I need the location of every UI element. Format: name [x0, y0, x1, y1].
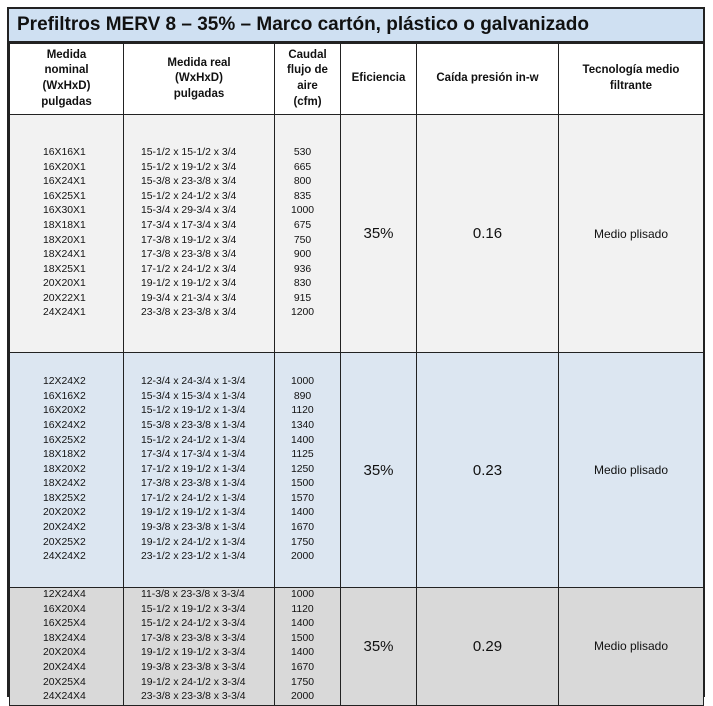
real-size-item: 17-3/8 x 19-1/2 x 3/4 [141, 234, 237, 246]
real-size-item: 23-3/8 x 23-3/8 x 3-3/4 [141, 691, 246, 703]
efficiency-cell: 35% [341, 588, 417, 706]
header-label-line: nominal [44, 64, 89, 77]
real-size-item: 15-3/4 x 15-3/4 x 1-3/4 [141, 390, 246, 402]
nominal-size-item: 12X24X2 [43, 376, 86, 388]
real-size-item: 15-3/8 x 23-3/8 x 3/4 [141, 176, 237, 188]
airflow-list [275, 588, 341, 706]
airflow-item: 1120 [291, 603, 314, 615]
nominal-size-list [10, 353, 124, 588]
header-label-line: aire [297, 80, 318, 92]
header-label-line: Tecnología medio [582, 64, 680, 77]
airflow-item: 890 [293, 390, 312, 402]
airflow-item: 1125 [291, 449, 314, 461]
header-label-line: flujo de [287, 64, 328, 77]
nominal-size-item: 20X20X1 [43, 278, 86, 290]
nominal-size-item: 20X22X1 [43, 292, 86, 304]
nominal-size-item: 18X24X4 [43, 632, 86, 644]
real-size-item: 11-3/8 x 23-3/8 x 3-3/4 [141, 589, 245, 600]
real-size-item: 17-3/4 x 17-3/4 x 3/4 [141, 219, 237, 231]
airflow-item: 750 [293, 234, 312, 246]
real-size-item: 15-1/2 x 19-1/2 x 1-3/4 [141, 405, 246, 417]
nominal-size-item: 18X18X1 [43, 219, 86, 231]
nominal-size-list [10, 115, 124, 353]
airflow-item: 665 [293, 161, 312, 173]
real-size-item: 19-1/2 x 24-1/2 x 3-3/4 [141, 676, 246, 688]
real-size-item: 15-1/2 x 24-1/2 x 1-3/4 [141, 434, 246, 446]
nominal-size-item: 20X25X4 [43, 676, 86, 688]
real-size-item: 17-1/2 x 24-1/2 x 1-3/4 [141, 492, 246, 504]
table-row-group-1 [10, 115, 704, 353]
table-row-group-2 [10, 353, 704, 588]
airflow-item: 1400 [290, 434, 315, 446]
header-label-line: (WxHxD) [175, 72, 223, 85]
nominal-size-item: 16X16X2 [43, 390, 86, 402]
real-size-item: 15-1/2 x 24-1/2 x 3-3/4 [141, 618, 246, 630]
nominal-size-item: 24X24X1 [43, 307, 86, 319]
airflow-item: 1570 [290, 492, 315, 504]
nominal-size-item: 16X25X4 [43, 618, 86, 630]
nominal-size-item: 16X20X4 [43, 603, 86, 615]
nominal-size-item: 18X18X2 [43, 449, 86, 461]
header-efficiency [341, 44, 417, 115]
real-size-list [124, 353, 275, 588]
nominal-size-item: 18X25X1 [43, 263, 86, 275]
airflow-item: 1750 [290, 536, 315, 548]
nominal-size-list [10, 588, 124, 706]
header-row [10, 44, 704, 115]
pressure-drop-cell: 0.29 [417, 588, 559, 706]
pressure-drop-cell: 0.16 [417, 115, 559, 353]
nominal-size-item: 20X20X2 [43, 507, 86, 519]
real-size-item: 19-3/8 x 23-3/8 x 1-3/4 [141, 522, 246, 534]
real-size-item: 19-3/8 x 23-3/8 x 3-3/4 [141, 661, 246, 673]
airflow-list [275, 115, 341, 353]
nominal-size-item: 18X24X2 [43, 478, 86, 490]
nominal-size-item: 20X24X2 [43, 522, 86, 534]
header-label-line: Medida [46, 48, 87, 61]
real-size-item: 15-1/2 x 19-1/2 x 3/4 [141, 161, 237, 173]
real-size-item: 15-3/8 x 23-3/8 x 1-3/4 [141, 419, 246, 431]
header-label-line: pulgadas [173, 87, 225, 100]
filter-media-cell: Medio plisado [559, 588, 704, 706]
airflow-item: 530 [293, 146, 312, 158]
real-size-item: 19-3/4 x 21-3/4 x 3/4 [141, 292, 237, 304]
real-size-item: 23-1/2 x 23-1/2 x 1-3/4 [141, 551, 246, 563]
filter-media-cell: Medio plisado [559, 115, 704, 353]
real-size-item: 17-1/2 x 19-1/2 x 1-3/4 [141, 463, 246, 475]
header-label-line: Caudal [288, 48, 327, 61]
header-pressure-drop [417, 44, 559, 115]
nominal-size-item: 16X24X1 [43, 176, 86, 188]
filter-media-cell: Medio plisado [559, 353, 704, 588]
real-size-item: 17-3/8 x 23-3/8 x 3/4 [141, 249, 237, 261]
real-size-item: 17-3/8 x 23-3/8 x 3-3/4 [141, 632, 246, 644]
nominal-size-item: 16X24X2 [43, 419, 86, 431]
header-label-line: (WxHxD) [42, 80, 91, 92]
header-nominal-size [10, 44, 124, 115]
airflow-item: 1340 [290, 419, 315, 431]
nominal-size-item: 20X24X4 [43, 661, 86, 673]
nominal-size-item: 20X20X4 [43, 647, 86, 659]
nominal-size-item: 12X24X4 [43, 589, 86, 600]
header-label-line: Medida real [167, 56, 231, 69]
airflow-item: 830 [293, 278, 312, 290]
page-title: Prefiltros MERV 8 – 35% – Marco cartón, plástico o galvanizado [9, 9, 703, 43]
airflow-item: 936 [293, 263, 312, 275]
efficiency-cell: 35% [341, 115, 417, 353]
airflow-item: 2000 [290, 691, 315, 703]
airflow-item: 1400 [290, 647, 315, 659]
filter-spec-table [9, 43, 704, 706]
nominal-size-item: 20X25X2 [43, 536, 86, 548]
real-size-item: 19-1/2 x 24-1/2 x 1-3/4 [141, 536, 246, 548]
airflow-item: 1750 [290, 676, 315, 688]
airflow-item: 1000 [290, 589, 315, 600]
header-label-line: (cfm) [293, 95, 322, 108]
airflow-item: 1250 [290, 463, 315, 475]
airflow-item: 1200 [290, 307, 315, 319]
header-airflow [275, 44, 341, 115]
airflow-item: 1400 [290, 507, 315, 519]
nominal-size-item: 24X24X2 [43, 551, 86, 563]
airflow-item: 1500 [290, 632, 315, 644]
airflow-item: 1400 [290, 618, 315, 630]
airflow-item: 1670 [290, 522, 315, 534]
real-size-item: 23-3/8 x 23-3/8 x 3/4 [141, 307, 237, 319]
header-real-size [124, 44, 275, 115]
airflow-item: 915 [293, 292, 312, 304]
nominal-size-item: 16X20X2 [43, 405, 86, 417]
airflow-item: 1000 [290, 205, 315, 217]
spec-sheet [7, 7, 705, 703]
table-row-group-3 [10, 588, 704, 706]
nominal-size-item: 16X16X1 [43, 146, 86, 158]
header-label-line: filtrante [609, 80, 653, 92]
airflow-list [275, 353, 341, 588]
efficiency-cell: 35% [341, 353, 417, 588]
nominal-size-item: 18X20X2 [43, 463, 86, 475]
real-size-item: 19-1/2 x 19-1/2 x 3/4 [141, 278, 237, 290]
airflow-item: 835 [293, 190, 312, 202]
real-size-list [124, 588, 275, 706]
pressure-drop-cell: 0.23 [417, 353, 559, 588]
real-size-item: 19-1/2 x 19-1/2 x 3-3/4 [141, 647, 246, 659]
real-size-item: 17-3/8 x 23-3/8 x 1-3/4 [141, 478, 246, 490]
real-size-item: 15-1/2 x 24-1/2 x 3/4 [141, 190, 237, 202]
header-filter-media [559, 44, 704, 115]
real-size-item: 19-1/2 x 19-1/2 x 1-3/4 [141, 507, 246, 519]
header-label-line: pulgadas [41, 95, 92, 108]
nominal-size-item: 18X20X1 [43, 234, 86, 246]
nominal-size-item: 16X25X2 [43, 434, 86, 446]
real-size-item: 15-3/4 x 29-3/4 x 3/4 [141, 205, 237, 217]
real-size-list [124, 115, 275, 353]
airflow-item: 900 [293, 249, 312, 261]
header-label-line: Eficiencia [351, 72, 406, 85]
nominal-size-item: 24X24X4 [43, 691, 86, 703]
nominal-size-item: 16X30X1 [43, 205, 86, 217]
header-label-line: Caída presión in-w [436, 72, 539, 85]
airflow-item: 1670 [290, 661, 315, 673]
airflow-item: 1120 [291, 405, 314, 417]
airflow-item: 800 [293, 176, 312, 188]
nominal-size-item: 18X24X1 [43, 249, 86, 261]
nominal-size-item: 16X25X1 [43, 190, 86, 202]
airflow-item: 1000 [290, 376, 315, 388]
real-size-item: 17-1/2 x 24-1/2 x 3/4 [141, 263, 237, 275]
real-size-item: 15-1/2 x 19-1/2 x 3-3/4 [141, 603, 246, 615]
airflow-item: 1500 [290, 478, 315, 490]
real-size-item: 17-3/4 x 17-3/4 x 1-3/4 [141, 449, 246, 461]
airflow-item: 2000 [290, 551, 315, 563]
airflow-item: 675 [293, 219, 312, 231]
nominal-size-item: 16X20X1 [43, 161, 86, 173]
real-size-item: 15-1/2 x 15-1/2 x 3/4 [141, 146, 237, 158]
real-size-item: 12-3/4 x 24-3/4 x 1-3/4 [141, 376, 246, 388]
nominal-size-item: 18X25X2 [43, 492, 86, 504]
